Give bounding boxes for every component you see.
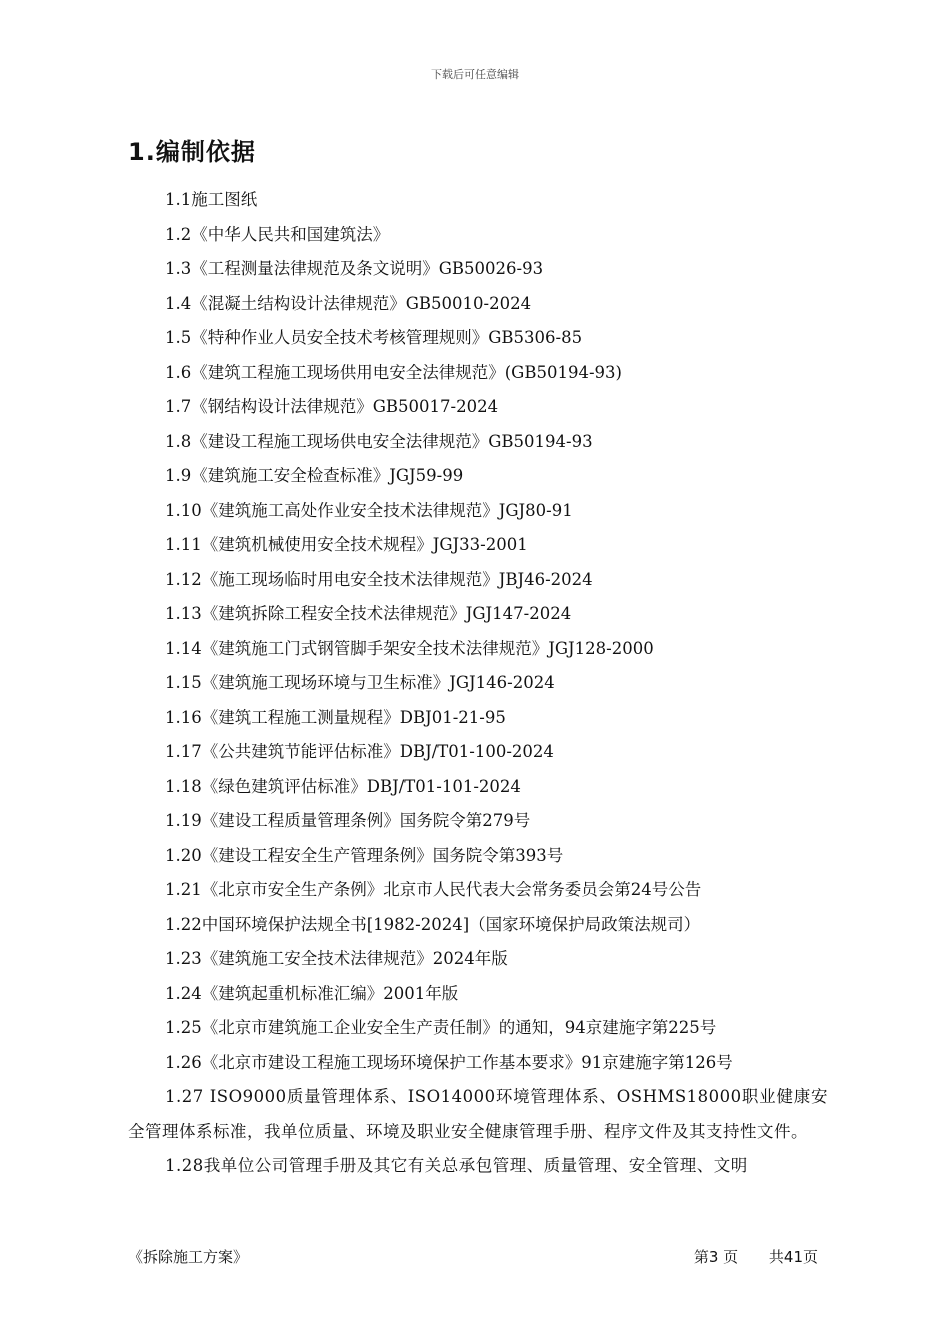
list-item: 1.26《北京市建设工程施工现场环境保护工作基本要求》91京建施字第126号 [165, 1052, 733, 1072]
list-item: 1.14《建筑施工门式钢管脚手架安全技术法律规范》JGJ128-2000 [165, 638, 654, 658]
list-item: 1.15《建筑施工现场环境与卫生标准》JGJ146-2024 [165, 673, 555, 692]
list-item: 1.11《建筑机械使用安全技术规程》JGJ33-2001 [165, 535, 528, 554]
paragraph-1-27: 1.27 ISO9000质量管理体系、ISO14000环境管理体系、OSHMS18000职业健康安全管理体系标准，我单位质量、环境及职业安全健康管理手册、程序文件及其支持性文件。 [128, 1087, 828, 1141]
list-item: 1.8《建设工程施工现场供电安全法律规范》GB50194-93 [165, 431, 593, 451]
header-note: 下载后可任意编辑 [431, 68, 519, 81]
footer-page-info [668, 1246, 818, 1267]
footer-doc-title: 《拆除施工方案》 [128, 1248, 249, 1266]
list-item: 1.21《北京市安全生产条例》北京市人民代表大会常务委员会第24号公告 [165, 880, 702, 899]
section-title: 1.编制依据 [128, 138, 256, 166]
list-item: 1.5《特种作业人员安全技术考核管理规则》GB5306-85 [165, 328, 583, 347]
list-item: 1.9《建筑施工安全检查标准》JGJ59-99 [165, 466, 464, 485]
list-item: 1.24《建筑起重机标准汇编》2001年版 [165, 983, 459, 1003]
list-item: 1.23《建筑施工安全技术法律规范》2024年版 [165, 949, 508, 968]
page-footer [128, 1246, 818, 1267]
list-item: 1.1施工图纸 [165, 190, 258, 209]
list-item: 1.18《绿色建筑评估标准》DBJ/T01-101-2024 [165, 776, 521, 796]
list-item: 1.17《公共建筑节能评估标准》DBJ/T01-100-2024 [165, 742, 554, 761]
list-item: 1.25《北京市建筑施工企业安全生产责任制》的通知，94京建施字第225号 [165, 1018, 717, 1037]
reference-list [128, 183, 828, 1184]
list-item: 1.12《施工现场临时用电安全技术法律规范》JBJ46-2024 [165, 569, 593, 589]
list-item: 1.2《中华人民共和国建筑法》 [165, 224, 390, 244]
list-item: 1.20《建设工程安全生产管理条例》国务院令第393号 [165, 845, 564, 865]
paragraph-1-28: 1.28我单位公司管理手册及其它有关总承包管理、质量管理、安全管理、文明 [165, 1156, 748, 1175]
list-item: 1.4《混凝土结构设计法律规范》GB50010-2024 [165, 293, 532, 313]
list-item: 1.19《建设工程质量管理条例》国务院令第279号 [165, 811, 531, 830]
list-item: 1.7《钢结构设计法律规范》GB50017-2024 [165, 397, 499, 416]
list-item: 1.3《工程测量法律规范及条文说明》GB50026-93 [165, 259, 544, 278]
list-item: 1.22中国环境保护法规全书[1982-2024]（国家环境保护局政策法规司） [165, 914, 701, 934]
list-item: 1.10《建筑施工高处作业安全技术法律规范》JGJ80-91 [165, 500, 573, 520]
footer-page-number: 第3 页 [693, 1248, 739, 1266]
list-item: 1.6《建筑工程施工现场供用电安全法律规范》(GB50194-93) [165, 362, 622, 382]
list-item: 1.16《建筑工程施工测量规程》DBJ01-21-95 [165, 707, 506, 727]
list-item: 1.13《建筑拆除工程安全技术法律规范》JGJ147-2024 [165, 604, 572, 623]
footer-total-pages: 共41页 [768, 1248, 818, 1266]
